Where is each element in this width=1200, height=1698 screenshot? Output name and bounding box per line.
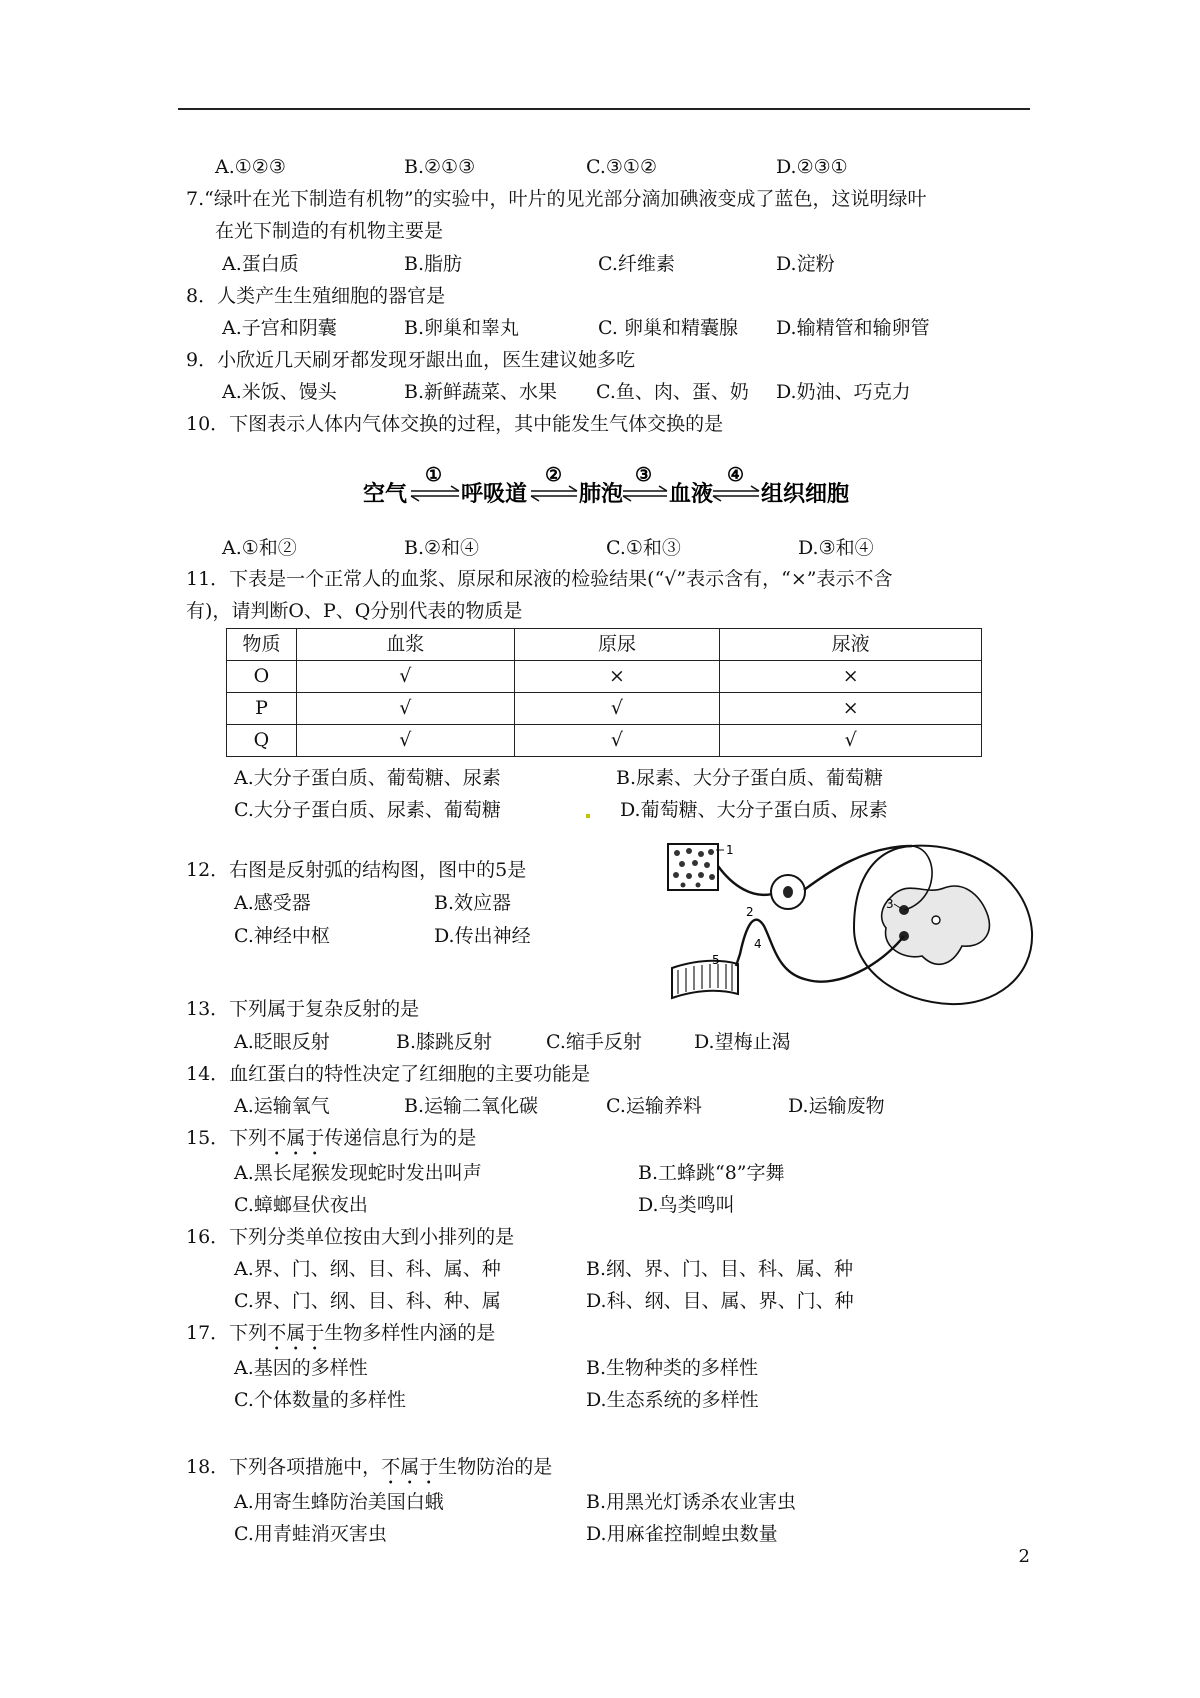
flow-mark-1: ① — [425, 464, 443, 486]
table-cell: O — [227, 661, 297, 693]
q9-option-a: A.米饭、馒头 — [222, 381, 337, 403]
flow-node-blood: 血液 — [669, 482, 714, 507]
q15-text-post: 传递信息行为的是 — [324, 1127, 477, 1149]
q9-option-b: B.新鲜蔬菜、水果 — [404, 381, 558, 403]
spinal-cord-icon — [854, 846, 1032, 1004]
page-number: 2 — [1018, 1546, 1030, 1567]
table-cell: × — [720, 661, 982, 693]
reflex-arc-figure — [668, 836, 1040, 1006]
gas-exchange-flow-diagram — [355, 455, 850, 511]
q13-option-b: B.膝跳反射 — [396, 1031, 493, 1053]
q18-option-a: A.用寄生蜂防治美国白蛾 — [234, 1491, 444, 1513]
q18-text-post: 生物防治的是 — [438, 1456, 553, 1478]
figure-label-4: 4 — [754, 937, 762, 951]
q13-option-c: C.缩手反射 — [546, 1031, 642, 1053]
figure-label-2: 2 — [746, 905, 754, 919]
q12-option-b: B.效应器 — [434, 892, 512, 914]
table-cell: Q — [227, 725, 297, 757]
table-header-row — [227, 629, 982, 661]
q15-text — [186, 1125, 476, 1160]
q11-text-line1: 11．下表是一个正常人的血浆、原尿和尿液的检验结果(“√”表示含有，“×”表示不含 — [186, 568, 893, 590]
q17-text-emphasis: 不属于 — [267, 1322, 325, 1344]
table-cell: √ — [296, 693, 514, 725]
q18-option-c: C.用青蛙消灭害虫 — [234, 1523, 387, 1545]
q7-option-c: C.纤维素 — [598, 253, 675, 275]
q7-option-b: B.脂肪 — [404, 253, 463, 275]
q10-option-c: C.①和③ — [606, 537, 681, 559]
q14-text: 14．血红蛋白的特性决定了红细胞的主要功能是 — [186, 1063, 591, 1085]
q6-option-d: D.②③① — [776, 156, 848, 178]
q14-option-b: B.运输二氧化碳 — [404, 1095, 539, 1117]
stray-mark — [586, 814, 590, 818]
figure-label-3: 3 — [886, 897, 894, 911]
q6-option-c: C.③①② — [586, 156, 657, 178]
flow-mark-2: ② — [545, 464, 563, 486]
test-results-table — [226, 628, 982, 757]
table-cell: √ — [720, 725, 982, 757]
table-cell: √ — [514, 693, 720, 725]
q12-option-d: D.传出神经 — [434, 925, 531, 947]
q14-option-c: C.运输养料 — [606, 1095, 702, 1117]
flow-node-alveoli: 肺泡 — [579, 482, 624, 507]
table-row — [227, 693, 982, 725]
q10-text: 10．下图表示人体内气体交换的过程，其中能发生气体交换的是 — [186, 413, 724, 435]
flow-node-tissue-cells: 组织细胞 — [761, 482, 850, 507]
q17-text — [186, 1320, 495, 1355]
q10-option-b: B.②和④ — [404, 537, 480, 559]
q15-option-a: A.黑长尾猴发现蛇时发出叫声 — [234, 1162, 482, 1184]
q17-option-c: C.个体数量的多样性 — [234, 1389, 406, 1411]
q11-text-line2: 有)，请判断O、P、Q分别代表的物质是 — [186, 600, 523, 622]
table-cell: × — [720, 693, 982, 725]
receptor-skin-icon — [668, 844, 718, 890]
q15-text-emphasis: 不属于 — [267, 1127, 325, 1149]
q8-text: 8．人类产生生殖细胞的器官是 — [186, 285, 446, 307]
q15-option-c: C.蟑螂昼伏夜出 — [234, 1194, 368, 1216]
table-header-cell: 原尿 — [514, 629, 720, 661]
table-cell: × — [514, 661, 720, 693]
flow-mark-4: ④ — [727, 464, 745, 486]
figure-label-1: 1 — [726, 843, 734, 857]
table-cell: P — [227, 693, 297, 725]
flow-arrow-1 — [411, 486, 459, 501]
table-cell: √ — [514, 725, 720, 757]
q15-text-pre: 15．下列 — [186, 1127, 268, 1149]
flow-mark-3: ③ — [635, 464, 653, 486]
q13-option-d: D.望梅止渴 — [694, 1031, 791, 1053]
q12-option-c: C.神经中枢 — [234, 925, 330, 947]
q18-option-d: D.用麻雀控制蝗虫数量 — [586, 1523, 778, 1545]
flow-arrow-4 — [713, 486, 759, 501]
q16-option-c: C.界、门、纲、目、科、种、属 — [234, 1290, 501, 1312]
q18-text-emphasis: 不属于 — [381, 1456, 439, 1478]
q11-option-c: C.大分子蛋白质、尿素、葡萄糖 — [234, 799, 501, 821]
q10-option-a: A.①和② — [222, 537, 297, 559]
q8-option-d: D.输精管和输卵管 — [776, 317, 930, 339]
flow-node-airway: 呼吸道 — [461, 482, 528, 507]
figure-label-5: 5 — [712, 953, 720, 967]
q16-text: 16．下列分类单位按由大到小排列的是 — [186, 1226, 515, 1248]
q15-option-d: D.鸟类鸣叫 — [638, 1194, 735, 1216]
q9-text: 9．小欣近几天刷牙都发现牙龈出血，医生建议她多吃 — [186, 349, 636, 371]
q10-option-d: D.③和④ — [798, 537, 874, 559]
table-row — [227, 661, 982, 693]
q7-option-d: D.淀粉 — [776, 253, 835, 275]
table-row — [227, 725, 982, 757]
q6-option-a: A.①②③ — [215, 156, 286, 178]
q18-text — [186, 1454, 552, 1489]
q9-option-d: D.奶油、巧克力 — [776, 381, 911, 403]
q11-option-b: B.尿素、大分子蛋白质、葡萄糖 — [616, 767, 884, 789]
header-rule — [178, 108, 1030, 110]
q17-option-b: B.生物种类的多样性 — [586, 1357, 759, 1379]
q16-option-b: B.纲、界、门、目、科、属、种 — [586, 1258, 854, 1280]
q6-option-b: B.②①③ — [404, 156, 476, 178]
q17-option-a: A.基因的多样性 — [234, 1357, 368, 1379]
q13-text: 13．下列属于复杂反射的是 — [186, 998, 420, 1020]
q16-option-a: A.界、门、纲、目、科、属、种 — [234, 1258, 501, 1280]
q12-text: 12．右图是反射弧的结构图，图中的5是 — [186, 859, 527, 881]
q8-option-a: A.子宫和阴囊 — [222, 317, 337, 339]
q9-option-c: C.鱼、肉、蛋、奶 — [596, 381, 749, 403]
q14-option-d: D.运输废物 — [788, 1095, 885, 1117]
table-header-cell: 尿液 — [720, 629, 982, 661]
q16-option-d: D.科、纲、目、属、界、门、种 — [586, 1290, 854, 1312]
table-header-cell: 物质 — [227, 629, 297, 661]
flow-node-air: 空气 — [363, 482, 408, 507]
table-header-cell: 血浆 — [296, 629, 514, 661]
q8-option-b: B.卵巢和睾丸 — [404, 317, 520, 339]
q8-option-c: C. 卵巢和精囊腺 — [598, 317, 738, 339]
q11-option-a: A.大分子蛋白质、葡萄糖、尿素 — [234, 767, 501, 789]
q13-option-a: A.眨眼反射 — [234, 1031, 330, 1053]
q11-option-d: D.葡萄糖、大分子蛋白质、尿素 — [620, 799, 888, 821]
q17-text-pre: 17．下列 — [186, 1322, 268, 1344]
q17-option-d: D.生态系统的多样性 — [586, 1389, 759, 1411]
q7-text-line1: 7.“绿叶在光下制造有机物”的实验中，叶片的见光部分滴加碘液变成了蓝色，这说明绿叶 — [186, 188, 927, 210]
q12-option-a: A.感受器 — [234, 892, 311, 914]
effector-muscle-icon — [672, 961, 738, 998]
q7-text-line2: 在光下制造的有机物主要是 — [215, 220, 444, 242]
table-cell: √ — [296, 661, 514, 693]
q15-option-b: B.工蜂跳“8”字舞 — [638, 1162, 785, 1184]
q18-text-pre: 18．下列各项措施中， — [186, 1456, 382, 1478]
flow-arrow-2 — [531, 486, 577, 501]
q18-option-b: B.用黑光灯诱杀农业害虫 — [586, 1491, 797, 1513]
q7-option-a: A.蛋白质 — [222, 253, 299, 275]
q17-text-post: 生物多样性内涵的是 — [324, 1322, 496, 1344]
q14-option-a: A.运输氧气 — [234, 1095, 330, 1117]
table-cell: √ — [296, 725, 514, 757]
flow-arrow-3 — [623, 486, 667, 501]
